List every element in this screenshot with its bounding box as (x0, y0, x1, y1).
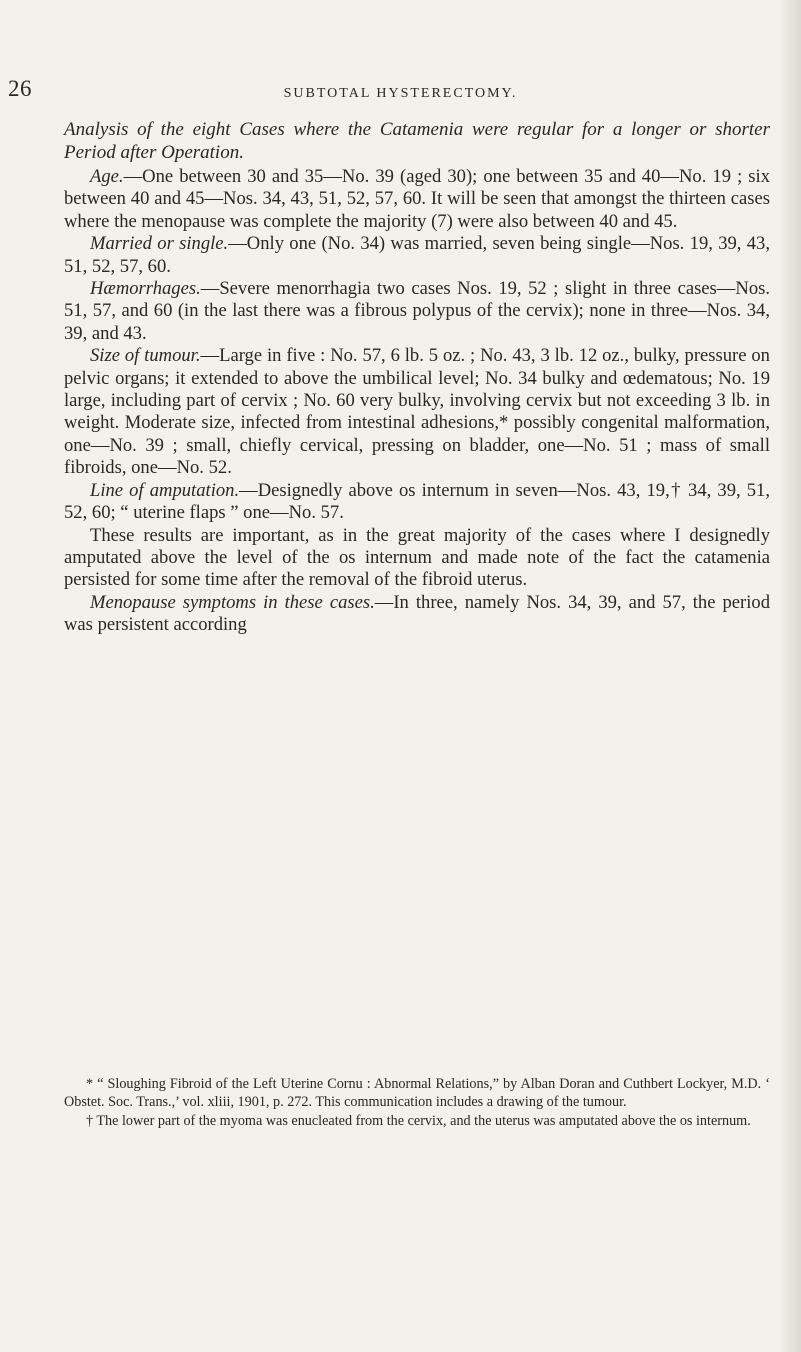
page-number: 26 (8, 76, 32, 101)
paragraph-lead: Menopause symptoms in these cases. (90, 591, 375, 613)
paragraph-age (64, 166, 770, 233)
paragraph-size-of-tumour (64, 345, 770, 479)
footnote-dagger: † The lower part of the myoma was enucleated from the cervix, and the uterus was amputated above the os internum. (86, 1112, 751, 1129)
paragraph-text: —In three, namely Nos. 34, 39, and 57, the period was persistent according (64, 591, 770, 636)
footnote-asterisk: * “ Sloughing Fibroid of the Left Uterine Cornu : Abnormal Relations,” by Alban Doran and Cuthbert Lockyer, M.D. ‘ Obstet. Soc. Trans.,’ vol. xliii, 1901, p. 272. This communication includes a drawing of the tumour. (64, 1076, 770, 1111)
paragraph-lead: Married or single. (90, 233, 229, 255)
paragraph-lead: Size of tumour. (90, 345, 201, 367)
paragraph-line-of-amputation (64, 480, 770, 525)
footnotes (64, 1075, 770, 1130)
running-head: SUBTOTAL HYSTERECTOMY. (283, 86, 518, 101)
paragraph-text: —Severe menorrhagia two cases Nos. 19, 52 ; slight in three cases—Nos. 51, 57, and 60 (in the last there was a fibrous polypus of the cervix); none in three—Nos. 34, 39, and 43. (64, 278, 770, 344)
paragraph-text: —Large in five : No. 57, 6 lb. 5 oz. ; No. 43, 3 lb. 12 oz., bulky, pressure on pelvic organs; it extended to above the umbilical level; No. 34 bulky and œdematous; No. 19 large, including part of cervix ; No. 60 very bulky, involving cervix but not exceeding 3 lb. in weight. Moderate size, infected from intestinal adhesions,* possibly congenital malformation, one—No. 39 ; small, chiefly cervical, pressing on bladder, one—No. 51 ; mass of small fibroids, one—No. 52. (64, 345, 770, 479)
paragraph-lead: Hæmorrhages. (90, 278, 201, 300)
paragraph-results (64, 525, 770, 592)
paragraph-lead: Age. (90, 166, 124, 187)
paragraph-text: —Only one (No. 34) was married, seven being single—Nos. 19, 39, 43, 51, 52, 57, 60. (64, 233, 770, 277)
paragraph-lead: Line of amputation. (90, 479, 240, 501)
paragraph-text: —One between 30 and 35—No. 39 (aged 30); one between 35 and 40—No. 19 ; six between 40 and 45—Nos. 34, 43, 51, 52, 57, 60. It will be seen that amongst the thirteen cases where the menopause was complete the majority (7) were also between 40 and 45. (64, 166, 770, 232)
paragraph-married (64, 233, 770, 278)
paragraph-text: These results are important, as in the great majority of the cases where I designedly amputated above the level of the os internum and made note of the fact the catamenia persisted for some time after the removal of the fibroid uterus. (64, 524, 770, 591)
paragraph-haemorrhages (64, 278, 770, 345)
body-text (64, 118, 770, 637)
page-edge-shadow (779, 0, 801, 1352)
paragraph-menopause-symptoms (64, 592, 770, 637)
paragraph-text: —Designedly above os internum in seven—Nos. 43, 19,† 34, 39, 51, 52, 60; “ uterine flaps ” one—No. 57. (64, 479, 771, 524)
section-heading: Analysis of the eight Cases where the Catamenia were regular for a longer or shorter Period after Operation. (64, 119, 770, 163)
